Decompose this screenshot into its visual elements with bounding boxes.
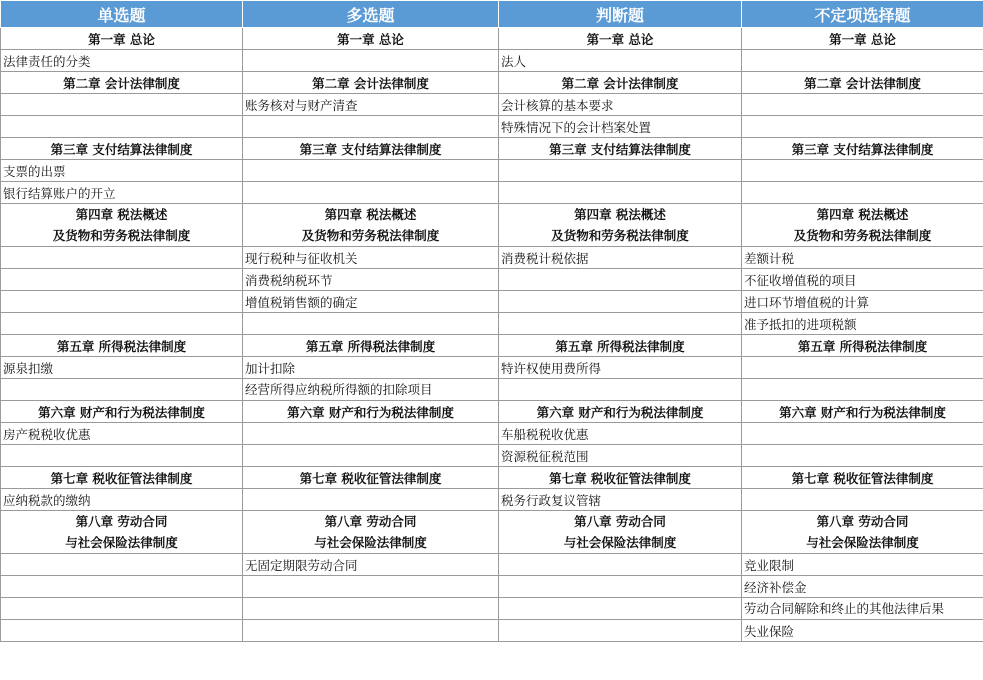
topic-cell: 资源税征税范围 [499, 445, 742, 467]
topic-cell [499, 313, 742, 335]
chapter-title [1, 467, 243, 489]
topic-cell [1, 576, 243, 598]
topic-cell [1, 379, 243, 401]
topic-cell [243, 313, 499, 335]
topic-cell: 支票的出票 [1, 160, 243, 182]
topic-cell [499, 160, 742, 182]
chapter-title-line: 第一章 总论 [337, 31, 404, 47]
chapter-title-line: 第六章 财产和行为税法律制度 [287, 404, 454, 420]
chapter-title-line: 第二章 会计法律制度 [804, 75, 921, 91]
topic-cell [742, 445, 983, 467]
chapter-title-line: 第四章 税法概述 [75, 207, 168, 222]
topic-cell: 现行税种与征收机关 [243, 247, 499, 269]
header-single-choice: 单选题 [1, 1, 243, 28]
topic-cell [742, 116, 983, 138]
topic-cell [243, 620, 499, 642]
topic-cell: 特许权使用费所得 [499, 357, 742, 379]
chapter-title-line: 与社会保险法律制度 [65, 535, 178, 550]
chapter-title-line: 第四章 税法概述 [816, 207, 909, 222]
topic-cell [1, 269, 243, 291]
header-multiple-choice: 多选题 [243, 1, 499, 28]
topic-cell [243, 598, 499, 620]
chapter-row [1, 138, 983, 160]
table-row [1, 50, 983, 72]
chapter-title-line: 第三章 支付结算法律制度 [299, 141, 442, 157]
topic-cell: 法律责任的分类 [1, 50, 243, 72]
chapter-title [499, 204, 742, 247]
header-indefinite-choice: 不定项选择题 [742, 1, 983, 28]
chapter-title-line: 第四章 税法概述 [324, 207, 417, 222]
chapter-title [1, 204, 243, 247]
topic-cell: 特殊情况下的会计档案处置 [499, 116, 742, 138]
chapter-row [1, 72, 983, 94]
chapter-title-line: 第一章 总论 [88, 31, 155, 47]
chapter-title-line: 第三章 支付结算法律制度 [50, 141, 193, 157]
chapter-title-line: 第六章 财产和行为税法律制度 [779, 404, 946, 420]
topic-cell [243, 576, 499, 598]
chapter-title [243, 467, 499, 489]
chapter-title [1, 138, 243, 160]
topic-cell [243, 160, 499, 182]
table-row [1, 576, 983, 598]
chapter-title-line: 第五章 所得税法律制度 [797, 338, 928, 354]
chapter-title-line: 及货物和劳务税法律制度 [301, 228, 440, 243]
topic-cell: 税务行政复议管辖 [499, 489, 742, 511]
table-row [1, 269, 983, 291]
chapter-title-line: 第二章 会计法律制度 [561, 75, 679, 91]
topic-cell: 失业保险 [742, 620, 983, 642]
topic-cell [742, 50, 983, 72]
topic-cell [742, 489, 983, 511]
table-row [1, 160, 983, 182]
table-header [1, 1, 983, 28]
topic-cell [243, 116, 499, 138]
chapter-title-line: 第七章 税收征管法律制度 [791, 470, 934, 486]
chapter-title [243, 511, 499, 554]
topic-cell: 车船税税收优惠 [499, 423, 742, 445]
chapter-title [243, 72, 499, 94]
table-body [1, 28, 983, 642]
topic-cell: 不征收增值税的项目 [742, 269, 983, 291]
chapter-title [1, 401, 243, 423]
topic-cell [1, 247, 243, 269]
table-row [1, 379, 983, 401]
topic-cell [243, 50, 499, 72]
chapter-title-line: 与社会保险法律制度 [563, 535, 677, 550]
chapter-title [243, 401, 499, 423]
topic-cell: 劳动合同解除和终止的其他法律后果 [742, 598, 983, 620]
chapter-title-line: 及货物和劳务税法律制度 [52, 228, 191, 243]
topic-cell: 房产税税收优惠 [1, 423, 243, 445]
chapter-title-line: 第六章 财产和行为税法律制度 [536, 404, 704, 420]
topic-cell [499, 269, 742, 291]
topic-cell [742, 379, 983, 401]
table-row [1, 94, 983, 116]
topic-cell: 准予抵扣的进项税额 [742, 313, 983, 335]
chapter-row [1, 28, 983, 50]
chapter-title [742, 204, 983, 247]
chapter-title-line: 第四章 税法概述 [574, 207, 666, 222]
chapter-title-line: 第八章 劳动合同 [574, 514, 666, 529]
chapter-title [243, 28, 499, 50]
topic-cell [499, 598, 742, 620]
topic-cell [1, 620, 243, 642]
topic-cell [1, 445, 243, 467]
chapter-title-line: 与社会保险法律制度 [314, 535, 427, 550]
topic-cell [243, 445, 499, 467]
chapter-row [1, 204, 983, 247]
topic-cell: 源泉扣缴 [1, 357, 243, 379]
chapter-title-line: 第三章 支付结算法律制度 [791, 141, 934, 157]
table-row [1, 445, 983, 467]
chapter-title [243, 335, 499, 357]
topic-cell [742, 357, 983, 379]
topic-cell: 消费税计税依据 [499, 247, 742, 269]
chapter-row [1, 467, 983, 489]
table-row [1, 598, 983, 620]
topic-cell [742, 423, 983, 445]
chapter-title-line: 第七章 税收征管法律制度 [50, 470, 193, 486]
chapter-title-line: 第一章 总论 [586, 31, 654, 47]
topic-cell [1, 94, 243, 116]
chapter-title [243, 204, 499, 247]
chapter-title [1, 28, 243, 50]
table-row [1, 247, 983, 269]
chapter-title-line: 第六章 财产和行为税法律制度 [38, 404, 205, 420]
topic-cell: 经营所得应纳税所得额的扣除项目 [243, 379, 499, 401]
table-row [1, 357, 983, 379]
chapter-title [742, 335, 983, 357]
topic-cell: 银行结算账户的开立 [1, 182, 243, 204]
topic-cell [742, 160, 983, 182]
chapter-title-line: 第七章 税收征管法律制度 [299, 470, 442, 486]
chapter-title [742, 28, 983, 50]
table-row [1, 423, 983, 445]
topic-cell [243, 182, 499, 204]
chapter-title [742, 511, 983, 554]
chapter-title-line: 第八章 劳动合同 [324, 514, 417, 529]
topic-cell [499, 576, 742, 598]
chapter-title [1, 511, 243, 554]
chapter-title-line: 第八章 劳动合同 [75, 514, 168, 529]
topic-cell: 账务核对与财产清查 [243, 94, 499, 116]
chapter-title-line: 第二章 会计法律制度 [63, 75, 180, 91]
table-row [1, 313, 983, 335]
topic-cell [1, 313, 243, 335]
chapter-title [499, 335, 742, 357]
chapter-title-line: 及货物和劳务税法律制度 [551, 228, 689, 243]
topic-cell [499, 379, 742, 401]
table-row [1, 554, 983, 576]
chapter-title-line: 第五章 所得税法律制度 [56, 338, 187, 354]
chapter-title-line: 第八章 劳动合同 [816, 514, 909, 529]
table-row [1, 291, 983, 313]
topic-cell [1, 598, 243, 620]
topic-cell: 竞业限制 [742, 554, 983, 576]
chapter-row [1, 401, 983, 423]
header-true-false: 判断题 [499, 1, 742, 28]
topic-cell: 差额计税 [742, 247, 983, 269]
chapter-title [742, 72, 983, 94]
chapter-title [499, 72, 742, 94]
chapter-title [499, 511, 742, 554]
topic-cell [499, 182, 742, 204]
chapter-title [1, 335, 243, 357]
topic-cell: 无固定期限劳动合同 [243, 554, 499, 576]
topic-cell: 进口环节增值税的计算 [742, 291, 983, 313]
topic-cell [243, 423, 499, 445]
topic-cell: 加计扣除 [243, 357, 499, 379]
chapter-title [1, 72, 243, 94]
chapter-title [499, 138, 742, 160]
chapter-title-line: 与社会保险法律制度 [806, 535, 919, 550]
chapter-title-line: 第一章 总论 [829, 31, 896, 47]
topic-cell: 应纳税款的缴纳 [1, 489, 243, 511]
topic-cell [499, 554, 742, 576]
chapter-title [742, 467, 983, 489]
topic-cell: 消费税纳税环节 [243, 269, 499, 291]
table-row [1, 182, 983, 204]
topic-cell [499, 291, 742, 313]
topic-cell [1, 554, 243, 576]
topic-cell [1, 116, 243, 138]
topic-cell: 经济补偿金 [742, 576, 983, 598]
chapter-row [1, 511, 983, 554]
chapter-title [499, 467, 742, 489]
chapter-title [742, 138, 983, 160]
chapter-title-line: 第五章 所得税法律制度 [555, 338, 685, 354]
chapter-title-line: 第二章 会计法律制度 [312, 75, 429, 91]
chapter-row [1, 335, 983, 357]
topic-cell [1, 291, 243, 313]
topic-cell: 法人 [499, 50, 742, 72]
chapter-title-line: 第三章 支付结算法律制度 [549, 141, 691, 157]
chapter-title-line: 及货物和劳务税法律制度 [793, 228, 932, 243]
table-row [1, 116, 983, 138]
table-row [1, 489, 983, 511]
chapter-title [499, 28, 742, 50]
topic-cell [499, 620, 742, 642]
topic-cell [243, 489, 499, 511]
chapter-title [742, 401, 983, 423]
topic-cell [742, 182, 983, 204]
header-row [1, 1, 983, 28]
chapter-title-line: 第七章 税收征管法律制度 [549, 470, 691, 486]
chapter-title [243, 138, 499, 160]
topic-cell [742, 94, 983, 116]
topic-cell: 会计核算的基本要求 [499, 94, 742, 116]
topic-cell: 增值税销售额的确定 [243, 291, 499, 313]
chapter-title [499, 401, 742, 423]
table-row [1, 620, 983, 642]
chapter-title-line: 第五章 所得税法律制度 [305, 338, 436, 354]
